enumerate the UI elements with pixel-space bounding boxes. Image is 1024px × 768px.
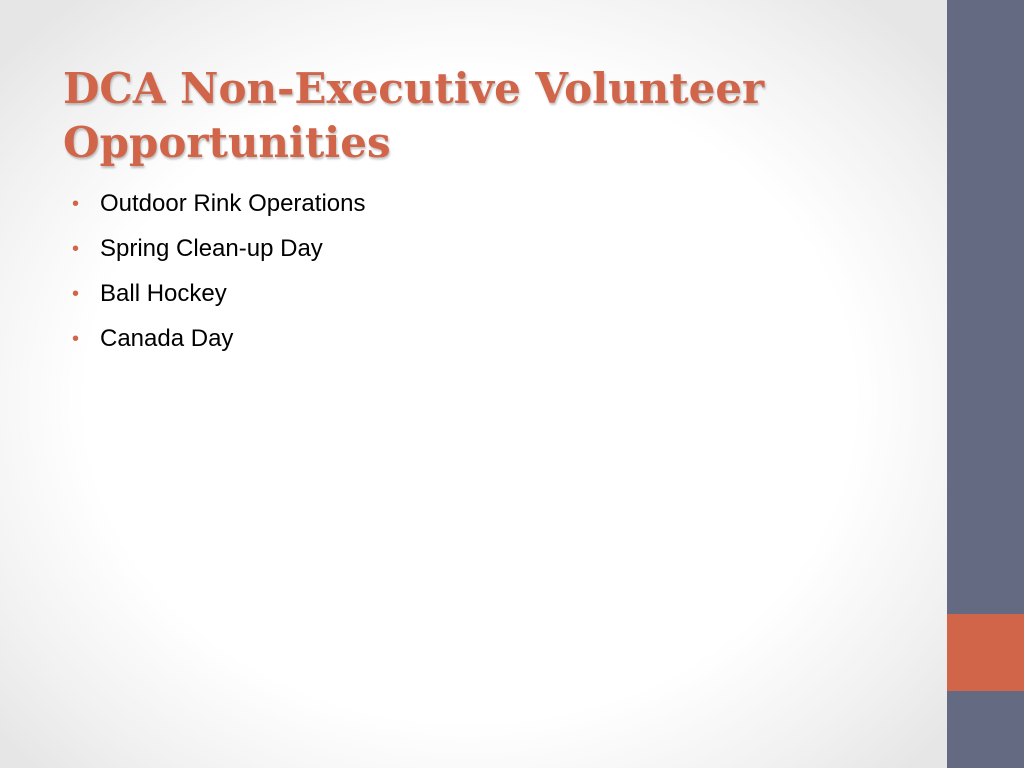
slide-title [63, 62, 923, 170]
list-item [72, 184, 872, 229]
slide-title-line-1: DCA Non-Executive Volunteer [63, 64, 765, 113]
bullet-text: Canada Day [100, 325, 234, 352]
bullet-icon: • [72, 328, 80, 350]
bullet-text: Outdoor Rink Operations [100, 190, 366, 217]
slide-title-line-2: Opportunities [63, 118, 391, 167]
bullet-icon: • [72, 238, 80, 260]
list-item [72, 319, 872, 364]
bullet-icon: • [72, 193, 80, 215]
bullet-text: Spring Clean-up Day [100, 235, 323, 262]
list-item [72, 229, 872, 274]
bullet-text: Ball Hockey [100, 280, 227, 307]
side-accent-block [947, 614, 1024, 691]
bullet-list [72, 184, 872, 364]
list-item [72, 274, 872, 319]
bullet-icon: • [72, 283, 80, 305]
